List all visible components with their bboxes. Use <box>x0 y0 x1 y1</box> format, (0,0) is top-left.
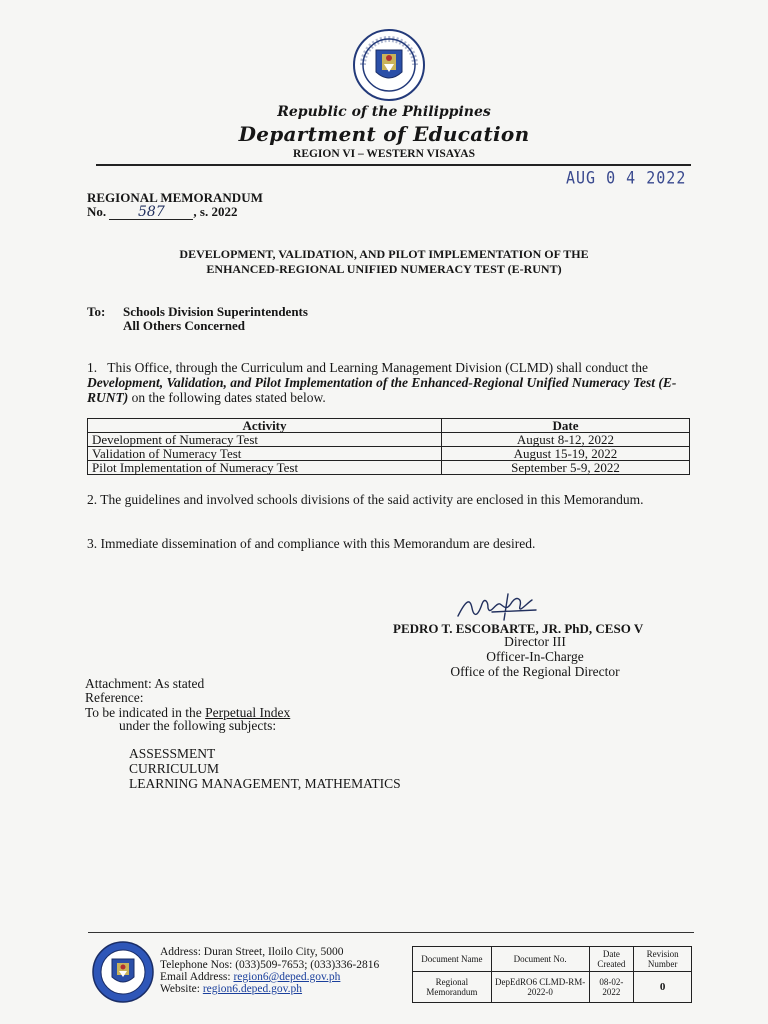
activities-table <box>87 418 690 475</box>
paragraph-1 <box>87 360 697 405</box>
website-label: Website: <box>160 983 203 995</box>
para1-text-a: This Office, through the Curriculum and Learning Management Division (CLMD) shall conduct the <box>107 360 649 375</box>
recipient-1: Schools Division Superintendents <box>123 304 308 319</box>
paragraph-3: 3. Immediate dissemination of and compliance with this Memorandum are desired. <box>87 536 536 551</box>
footer-address: Address: Duran Street, Iloilo City, 5000 <box>160 946 344 958</box>
doc-name-header: Document Name <box>413 947 492 972</box>
table-row <box>88 447 690 461</box>
received-date-stamp: AUG 0 4 2022 <box>566 168 687 188</box>
recipient-2: All Others Concerned <box>123 318 246 333</box>
email-label: Email Address: <box>160 971 234 983</box>
signatory-name: PEDRO T. ESCOBARTE, JR. PhD, CESO V <box>393 621 644 636</box>
header-rule <box>96 164 691 166</box>
activity-cell: Pilot Implementation of Numeracy Test <box>88 461 442 475</box>
memo-number-line <box>87 204 237 220</box>
para1-emphasis: Development, Validation, and Pilot Implementation of the Enhanced-Regional Unified Numeracy Test (E-RUNT) <box>87 375 677 405</box>
memo-type: REGIONAL MEMORANDUM <box>87 190 263 205</box>
table-header-row <box>88 419 690 433</box>
signatory-title-2: Officer-In-Charge <box>486 649 584 664</box>
to-label: To: <box>87 304 106 319</box>
deped-seal-icon <box>92 941 154 1003</box>
footer-website-line <box>160 983 302 995</box>
subject-item: ASSESSMENT <box>129 746 216 761</box>
doc-no-header: Document No. <box>491 947 589 972</box>
department-heading: Department of Education <box>238 122 530 146</box>
revision-value: 0 <box>634 972 692 1003</box>
footer-rule <box>88 932 694 933</box>
republic-heading: Republic of the Philippines <box>277 104 491 120</box>
revision-header: Revision Number <box>634 947 692 972</box>
activity-cell: Development of Numeracy Test <box>88 433 442 447</box>
activity-cell: Validation of Numeracy Test <box>88 447 442 461</box>
table-row <box>88 461 690 475</box>
signatory-title-1: Director III <box>504 634 566 649</box>
subject-item: CURRICULUM <box>129 761 220 776</box>
signatory-title-3: Office of the Regional Director <box>450 664 620 679</box>
subject-line-2: ENHANCED-REGIONAL UNIFIED NUMERACY TEST (E-RUNT) <box>206 262 562 276</box>
date-cell: August 15-19, 2022 <box>442 447 690 461</box>
subjects-intro: under the following subjects: <box>119 718 277 733</box>
reference-line: Reference: <box>85 690 144 705</box>
email-link[interactable]: region6@deped.gov.ph <box>233 971 341 983</box>
index-prefix: To be indicated in the <box>85 705 206 720</box>
doc-value-row <box>413 972 692 1003</box>
para1-number: 1. <box>87 360 98 375</box>
attachment-line: Attachment: As stated <box>85 676 205 691</box>
doc-header-row <box>413 947 692 972</box>
date-created-value: 08-02-2022 <box>589 972 634 1003</box>
activity-header: Activity <box>88 419 442 433</box>
paragraph-2: 2. The guidelines and involved schools divisions of the said activity are enclosed in this Memorandum. <box>87 492 644 507</box>
perpetual-index-text: Perpetual Index <box>205 705 291 720</box>
para1-text-b: on the following dates stated below. <box>128 390 326 405</box>
subject-line-1: DEVELOPMENT, VALIDATION, AND PILOT IMPLEMENTATION OF THE <box>179 247 589 261</box>
date-created-header: Date Created <box>589 947 634 972</box>
date-cell: September 5-9, 2022 <box>442 461 690 475</box>
footer-telephone: Telephone Nos: (033)509-7653; (033)336-2816 <box>160 959 380 971</box>
doc-name-value: Regional Memorandum <box>413 972 492 1003</box>
doc-no-value: DepEdRO6 CLMD-RM-2022-0 <box>491 972 589 1003</box>
deped-seal-icon <box>352 28 426 102</box>
region-heading: REGION VI – WESTERN VISAYAS <box>293 148 475 160</box>
date-header: Date <box>442 419 690 433</box>
footer-email-line <box>160 971 340 983</box>
table-row <box>88 433 690 447</box>
date-cell: August 8-12, 2022 <box>442 433 690 447</box>
memo-series: , s. 2022 <box>193 204 238 219</box>
website-link[interactable]: region6.deped.gov.ph <box>202 983 303 995</box>
subject-item: LEARNING MANAGEMENT, MATHEMATICS <box>129 776 401 791</box>
memo-no-label: No. <box>87 204 107 219</box>
document-control-table <box>412 946 692 1003</box>
memo-number: 587 <box>109 205 193 220</box>
memo-subject <box>0 247 768 277</box>
